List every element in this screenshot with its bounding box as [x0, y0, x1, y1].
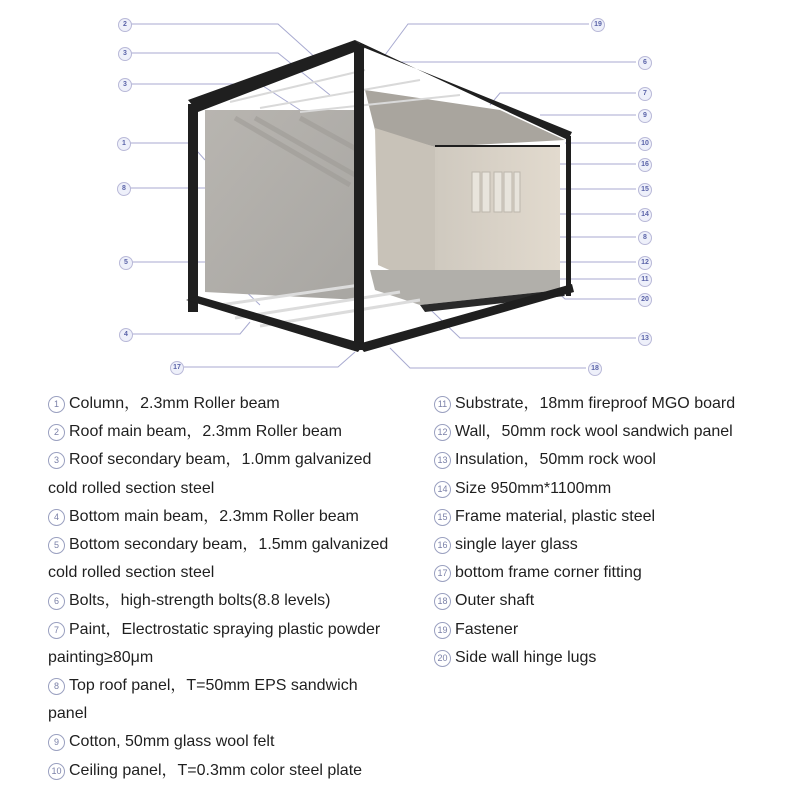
- legend-item: [434, 503, 794, 531]
- item-text: Size 950mm*1100mm: [455, 479, 612, 497]
- item-text: Insulation，50mm rock wool: [455, 451, 656, 469]
- item-text: Substrate，18mm fireproof MGO board: [455, 395, 736, 412]
- item-number: 12: [434, 424, 451, 441]
- item-number: 17: [434, 565, 451, 582]
- legend-item: [434, 418, 794, 446]
- item-number: 3: [48, 452, 65, 469]
- callout-20: 20: [638, 293, 652, 307]
- item-text: bottom frame corner fitting: [455, 564, 642, 582]
- item-text: Frame material, plastic steel: [455, 507, 656, 525]
- item-number: 16: [434, 537, 451, 554]
- callout-13: 13: [638, 332, 652, 346]
- legend-item-continuation: [48, 644, 423, 672]
- back-wall: [435, 147, 560, 290]
- legend-item: [48, 587, 423, 615]
- legend-item: [434, 446, 794, 474]
- item-text: Ceiling panel，T=0.3mm color steel plate: [69, 761, 363, 779]
- item-text: Top roof panel，T=50mm EPS sandwich: [69, 677, 358, 695]
- item-text: Bottom main beam，2.3mm Roller beam: [69, 507, 359, 525]
- container-house-diagram: [0, 0, 800, 380]
- item-number: 20: [434, 650, 451, 667]
- item-text: Fastener: [455, 620, 519, 638]
- legend-item: [48, 390, 423, 418]
- legend-item: [434, 475, 794, 503]
- callout-18: 18: [588, 362, 602, 376]
- callout-5: 5: [119, 256, 133, 270]
- legend-item: [434, 559, 794, 587]
- item-text: Roof secondary beam，1.0mm galvanized: [69, 451, 372, 469]
- callout-4: 4: [119, 328, 133, 342]
- item-number: 4: [48, 509, 65, 526]
- item-number: 7: [48, 622, 65, 639]
- legend-item-continuation: [48, 559, 423, 587]
- callout-19: 19: [591, 18, 605, 32]
- item-text: Outer shaft: [455, 592, 535, 610]
- callout-6: 6: [638, 56, 652, 70]
- legend-item-continuation: [48, 475, 423, 503]
- item-text: Column，2.3mm Roller beam: [69, 395, 280, 412]
- item-text: cold rolled section steel: [48, 564, 215, 582]
- item-text: Side wall hinge lugs: [455, 648, 597, 666]
- legend-column-left: [48, 390, 423, 785]
- legend-item: [48, 503, 423, 531]
- legend-item: [434, 644, 794, 672]
- item-number: 13: [434, 452, 451, 469]
- legend-item: [48, 418, 423, 446]
- item-number: 18: [434, 593, 451, 610]
- legend-item: [48, 531, 423, 559]
- item-text: painting≥80μm: [48, 648, 154, 666]
- callout-8: 8: [117, 182, 131, 196]
- item-text: Bottom secondary beam，1.5mm galvanized: [69, 536, 389, 554]
- legend-item: [48, 757, 423, 785]
- callout-3: 3: [118, 47, 132, 61]
- legend-item: [48, 672, 423, 700]
- callout-2: 2: [118, 18, 132, 32]
- callout-12: 12: [638, 256, 652, 270]
- legend-item: [434, 616, 794, 644]
- item-text: Cotton, 50mm glass wool felt: [69, 733, 275, 751]
- item-number: 2: [48, 424, 65, 441]
- callout-9: 9: [638, 109, 652, 123]
- item-number: 9: [48, 734, 65, 751]
- item-text: Roof main beam，2.3mm Roller beam: [69, 423, 342, 441]
- item-number: 14: [434, 481, 451, 498]
- item-text: Bolts，high-strength bolts(8.8 levels): [69, 592, 331, 610]
- item-text: Paint，Electrostatic spraying plastic powder: [69, 620, 381, 638]
- item-text: panel: [48, 705, 88, 723]
- callout-17: 17: [170, 361, 184, 375]
- item-number: 6: [48, 593, 65, 610]
- item-number: 8: [48, 678, 65, 695]
- item-number: 10: [48, 763, 65, 780]
- parts-legend: [0, 390, 800, 800]
- callout-11: 11: [638, 273, 652, 287]
- callout-10: 10: [638, 137, 652, 151]
- legend-item: [434, 390, 794, 418]
- item-number: 15: [434, 509, 451, 526]
- item-text: Wall，50mm rock wool sandwich panel: [455, 423, 733, 441]
- legend-column-right: [434, 390, 794, 672]
- callout-16: 16: [638, 158, 652, 172]
- item-number: 1: [48, 396, 65, 413]
- callout-1: 1: [117, 137, 131, 151]
- legend-item: [48, 446, 423, 474]
- callout-3: 3: [118, 78, 132, 92]
- item-number: 5: [48, 537, 65, 554]
- legend-item: [48, 616, 423, 644]
- item-text: single layer glass: [455, 536, 578, 554]
- callout-15: 15: [638, 183, 652, 197]
- legend-item: [434, 531, 794, 559]
- item-text: cold rolled section steel: [48, 479, 215, 497]
- item-number: 19: [434, 622, 451, 639]
- legend-item: [48, 728, 423, 756]
- callout-7: 7: [638, 87, 652, 101]
- interior-side-wall: [375, 128, 435, 290]
- legend-item-continuation: [48, 700, 423, 728]
- callout-8: 8: [638, 231, 652, 245]
- item-number: 11: [434, 396, 451, 413]
- legend-item: [434, 587, 794, 615]
- callout-14: 14: [638, 208, 652, 222]
